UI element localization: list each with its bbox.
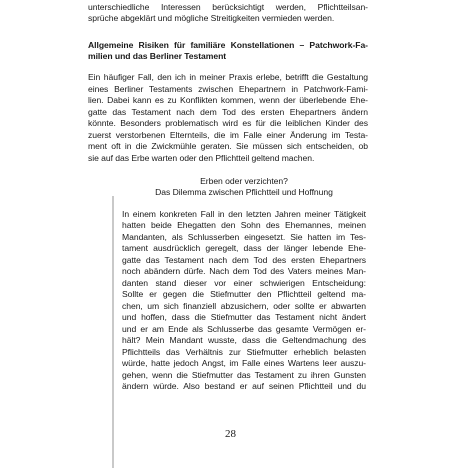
text-line: zuerst verstorbenen Elternteils, die im Falle einer Änderung im Testa- xyxy=(88,130,368,140)
quote-title: Erben oder verzichten? xyxy=(200,176,288,186)
quote-line: chen, um sich finanziell abzusichern, oder sollte er abwarten xyxy=(122,301,366,311)
text-line: sprüche abgeklärt und mögliche Streitigkeiten vermieden werden. xyxy=(88,13,335,23)
quote-line: tament ausdrücklich geregelt, dass der länger lebende Ehe- xyxy=(122,243,366,253)
text-line: Ein häufiger Fall, den ich in meiner Praxis erlebe, betrifft die Gestaltung xyxy=(88,72,368,82)
quote-line: und er am Ende als Schlusserbe das gesamte Vermögen er- xyxy=(122,324,366,334)
quote-title: Das Dilemma zwischen Pflichtteil und Hoffnung xyxy=(155,187,333,197)
quote-line: noch abändern dürfe. Nach dem Tod des Vaters meines Man- xyxy=(122,266,366,276)
quote-line: hatten beide Ehegatten den Sohn des Ehemannes, meinen xyxy=(122,220,366,230)
quote-line: gatte das Testament nach dem Tod des ersten Ehepartners xyxy=(122,255,366,265)
quote-line: Mandanten, als Schlusserben eingesetzt. Sie hatten im Tes- xyxy=(122,232,366,242)
section-heading: milien und das Berliner Testament xyxy=(88,51,227,61)
text-line: unterschiedliche Interessen berücksichtigt werden, Pflichtteilsan- xyxy=(88,2,368,12)
quote-line: gehen, wenn die Stiefmutter das Testament zu ihren Gunsten xyxy=(122,370,366,380)
text-line: ment oft in die Zwickmühle geraten. Sie müssen sich entscheiden, ob xyxy=(88,141,368,151)
quote-line: hält? Mein Mandant wusste, dass die Geltendmachung des xyxy=(122,335,366,345)
text-line: sie auf das Erbe warten oder den Pflichtteil geltend machen. xyxy=(88,153,315,163)
quote-line: Pflichtteils das Verhältnis zur Stiefmutter erheblich belasten xyxy=(122,347,366,357)
quote-line: danten stand dieser vor einer schwierigen Entscheidung: xyxy=(122,278,366,288)
text-line: lien. Dabei kann es zu Konflikten kommen, wenn der überlebende Ehe- xyxy=(88,95,368,105)
quote-line: und hoffen, dass die Stiefmutter das Testament nicht ändert xyxy=(122,312,366,322)
text-line: könnte. Besonders problematisch wird es für die leiblichen Kinder des xyxy=(88,118,368,128)
quote-line: ändern würde. Also bestand er auf seinen Pflichtteil und du xyxy=(122,381,366,391)
quote-line: würde, hatte jedoch Angst, im Falle eines Wartens leer auszu- xyxy=(122,358,366,368)
text-line: gatte das Testament nach dem Tod des ersten Ehepartners ändern xyxy=(88,107,368,117)
section-heading: Allgemeine Risiken für familiäre Konstellationen – Patchwork-Fa- xyxy=(88,40,368,50)
quote-line: In einem konkreten Fall in den letzten Jahren meiner Tätigkeit xyxy=(122,209,366,219)
page-number: 28 xyxy=(225,428,236,440)
quote-line: Sollte er gegen die Stiefmutter den Pflichtteil geltend ma- xyxy=(122,289,366,299)
text-line: eines Berliner Testaments zwischen Ehepartnern in Patchwork-Fami- xyxy=(88,84,368,94)
